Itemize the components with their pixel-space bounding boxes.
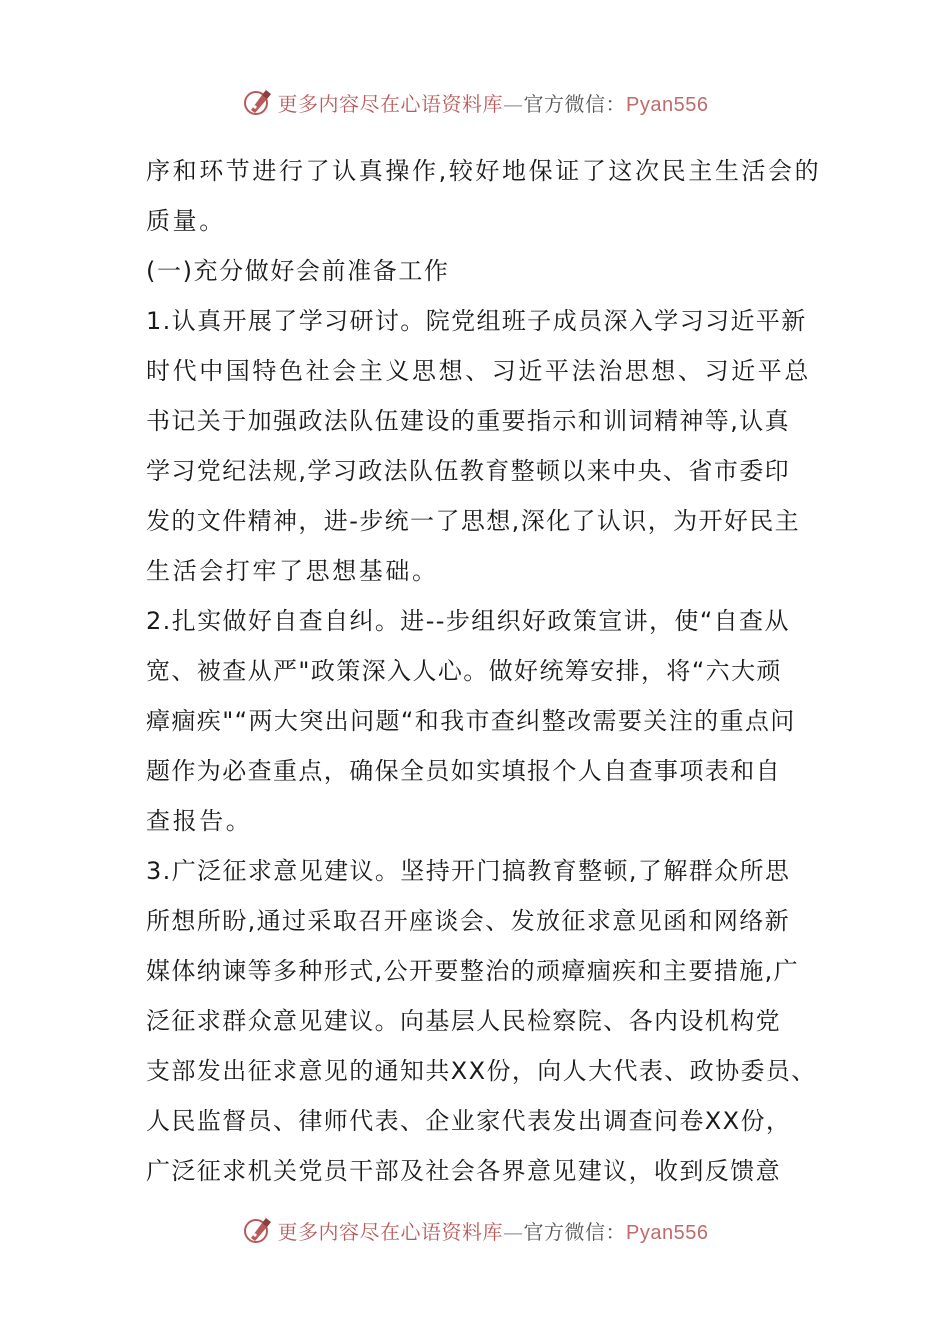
body-line: 发的文件精神，进-步统一了思想,深化了认识，为开好民主	[146, 507, 801, 535]
banner-official-label: 官方微信：	[523, 1219, 627, 1244]
body-line: 1.认真开展了学习研讨。院党组班子成员深入学习习近平新	[146, 307, 807, 335]
banner-official-label: 官方微信：	[523, 91, 627, 116]
body-line: 生活会打牢了思想基础。	[146, 557, 439, 585]
footer-banner	[0, 1212, 950, 1248]
document-body	[146, 146, 822, 1196]
body-line: 时代中国特色社会主义思想、习近平法治思想、习近平总	[146, 357, 811, 385]
body-line: 人民监督员、律师代表、企业家代表发出调查问卷XX份，	[146, 1107, 792, 1135]
body-line: 媒体纳谏等多种形式,公开要整治的顽瘴痼疾和主要措施,广	[146, 957, 800, 985]
pen-nib-logo-icon	[242, 1214, 274, 1246]
banner-text	[278, 88, 709, 117]
banner-main-text: 更多内容尽在心语资料库	[277, 91, 504, 116]
body-line: 3.广泛征求意见建议。坚持开门搞教育整顿,了解群众所思	[146, 857, 791, 885]
body-line: 书记关于加强政法队伍建设的重要指示和训词精神等,认真	[146, 407, 791, 435]
body-line: 支部发出征求意见的通知共XX份，向人大代表、政协委员、	[146, 1057, 817, 1085]
body-line: 宽、被查从严"政策深入人心。做好统筹安排，将“六大顽	[146, 657, 782, 685]
body-line: 序和环节进行了认真操作,较好地保证了这次民主生活会的	[146, 157, 822, 185]
body-line: 学习党纪法规,学习政法队伍教育整顿以来中央、省市委印	[146, 457, 791, 485]
banner-separator: —	[503, 1219, 524, 1244]
banner-main-text: 更多内容尽在心语资料库	[277, 1219, 504, 1244]
body-line: 2.扎实做好自查自纠。进--步组织好政策宣讲，使“自查从	[146, 607, 790, 635]
banner-wechat-id: Pyan556	[626, 1221, 709, 1244]
body-line: 质量。	[146, 207, 226, 235]
banner-separator: —	[503, 91, 524, 116]
header-banner	[0, 84, 950, 120]
banner-text	[278, 1216, 709, 1245]
body-line: 题作为必查重点，确保全员如实填报个人自查事项表和自	[146, 757, 781, 785]
body-line: 查报告。	[146, 807, 253, 835]
pen-nib-logo-icon	[242, 86, 274, 118]
body-line: 泛征求群众意见建议。向基层人民检察院、各内设机构党	[146, 1007, 781, 1035]
body-line: 瘴痼疾"“两大突出问题“和我市查纠整改需要关注的重点问	[146, 707, 796, 735]
section-heading: (一)充分做好会前准备工作	[146, 257, 450, 285]
banner-wechat-id: Pyan556	[626, 93, 709, 116]
body-line: 所想所盼,通过采取召开座谈会、发放征求意见函和网络新	[146, 907, 791, 935]
body-line: 广泛征求机关党员干部及社会各界意见建议，收到反馈意	[146, 1157, 781, 1185]
